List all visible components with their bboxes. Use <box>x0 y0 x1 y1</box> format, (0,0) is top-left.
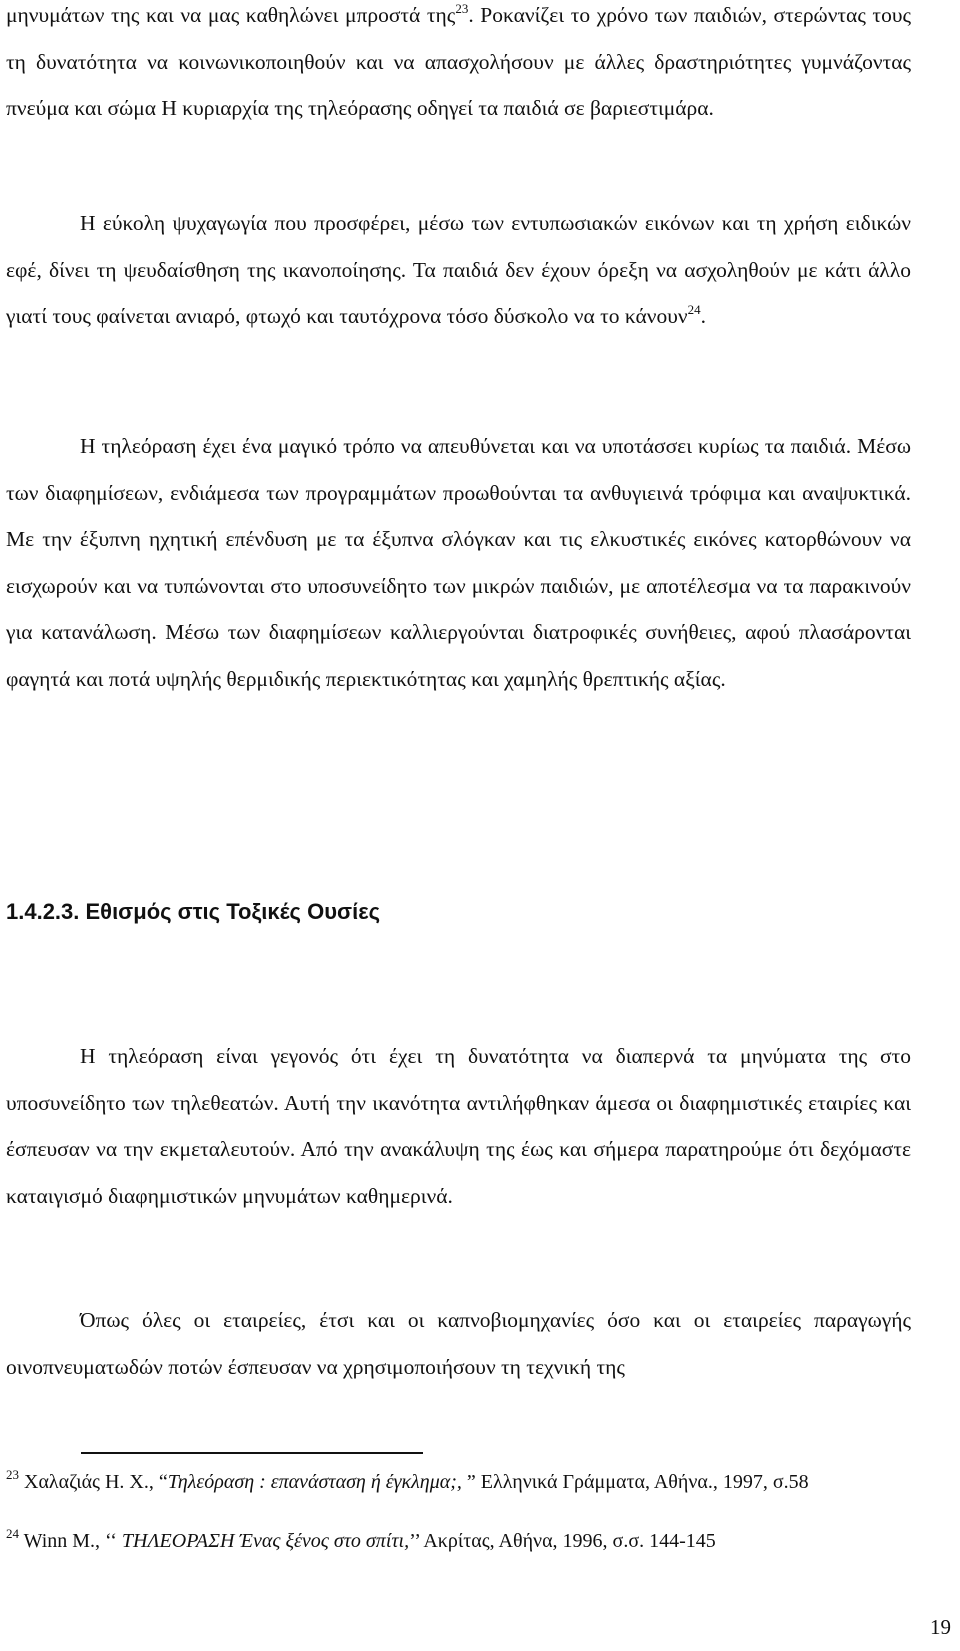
paragraph-1-text-a: μηνυμάτων της και να μας καθηλώνει μπροστά της <box>6 3 456 27</box>
footnote-title: ΤΗΛΕΟΡΑΣΗ Ένας ξένος στο σπίτι, <box>121 1530 410 1552</box>
footnote-23 <box>6 1468 911 1496</box>
paragraph-3: Η τηλεόραση έχει ένα μαγικό τρόπο να απευθύνεται και να υποτάσσει κυρίως τα παιδιά. Μέσω των διαφημίσεων, ενδιάμεσα των προγραμμάτων προωθούνται τα ανθυγιεινά τρόφιμα και αναψυκτικά. Με την έξυπνη ηχητική επένδυση με τα έξυπνα σλόγκαν και τις ελκυστικές εικόνες κατορθώνουν να εισχωρούν και να τυπώνονται στο υποσυνείδητο των μικρών παιδιών, με αποτέλεσμα να τα παρακινούν για κατανάλωση. Μέσω των διαφημίσεων καλλιεργούνται διατροφικές συνήθειες, αφού πλασάρονται φαγητά και ποτά υψηλής θερμιδικής περιεκτικότητας και χαμηλής θρεπτικής αξίας. <box>6 434 911 691</box>
footnote-number: 23 <box>6 1466 19 1482</box>
footnote-title: Τηλεόραση : επανάσταση ή έγκλημα;, <box>167 1471 462 1493</box>
footnote-ref-24[interactable]: 24 <box>687 301 701 317</box>
footnote-author: Winn M., ‘‘ <box>19 1530 122 1552</box>
footnote-publication: ’’ Ακρίτας, Αθήνα, 1996, σ.σ. 144-145 <box>409 1530 716 1552</box>
paragraph-2-text-b: . <box>700 304 706 328</box>
paragraph-5: Όπως όλες οι εταιρείες, έτσι και οι καπνοβιομηχανίες όσο και οι εταιρείες παραγωγής οινοπνευματωδών ποτών έσπευσαν να χρησιμοποιήσουν τη τεχνική της <box>6 1308 911 1379</box>
footnote-number: 24 <box>6 1525 19 1541</box>
paragraph-1 <box>6 0 911 132</box>
footnote-author: Χαλαζιάς Η. Χ., “ <box>19 1471 168 1493</box>
paragraph-2-text-a: Η εύκολη ψυχαγωγία που προσφέρει, μέσω των εντυπωσιακών εικόνων και τη χρήση ειδικών εφέ, δίνει τη ψευδαίσθηση της ικανοποίησης. Τα παιδιά δεν έχουν όρεξη να ασχοληθούν με κάτι άλλο γιατί τους φαίνεται ανιαρό, φτωχό και ταυτόχρονα τόσο δύσκολο να το κάνουν <box>6 211 911 328</box>
footnote-separator <box>81 1452 423 1454</box>
footnote-ref-23[interactable]: 23 <box>455 0 469 16</box>
footnote-24 <box>6 1527 911 1555</box>
paragraph-1-text-b: . Ροκανίζει το χρόνο των παιδιών, στερώντας τους τη δυνατότητα να κοινωνικοποιηθούν και να απασχολήσουν με άλλες δραστηριότητες γυμνάζοντας πνεύμα και σώμα Η κυριαρχία της τηλεόρασης οδηγεί τα παιδιά σε βαριεστιμάρα. <box>6 3 911 120</box>
footnote-publication: ” Ελληνικά Γράμματα, Αθήνα., 1997, σ.58 <box>461 1471 809 1493</box>
page-number: 19 <box>930 1615 951 1639</box>
section-heading: 1.4.2.3. Εθισμός στις Τοξικές Ουσίες <box>6 899 381 924</box>
paragraph-4: Η τηλεόραση είναι γεγονός ότι έχει τη δυνατότητα να διαπερνά τα μηνύματα της στο υποσυνείδητο των τηλεθεατών. Αυτή την ικανότητα αντιλήφθηκαν άμεσα οι διαφημιστικές εταιρίες και έσπευσαν να την εκμεταλευτούν. Από την ανακάλυψη της έως και σήμερα παρατηρούμε ότι δεχόμαστε καταιγισμό διαφημιστικών μηνυμάτων καθημερινά. <box>6 1044 911 1208</box>
paragraph-2 <box>6 200 911 340</box>
